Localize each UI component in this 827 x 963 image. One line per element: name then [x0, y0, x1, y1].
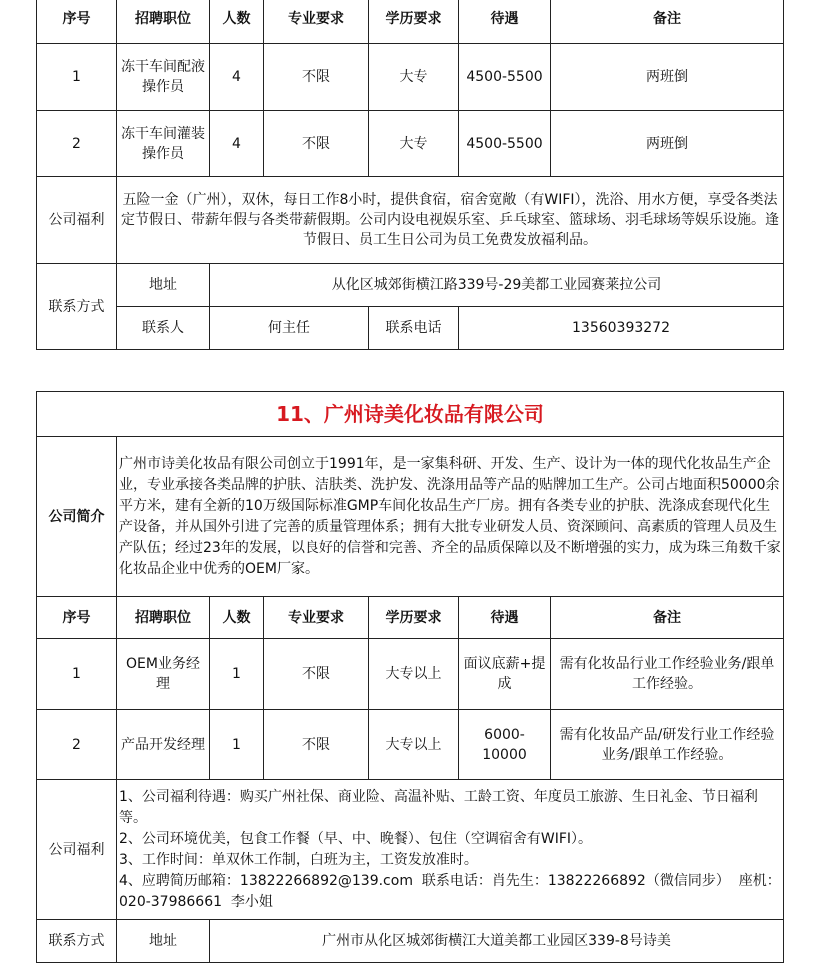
cell-no: 2 [37, 710, 117, 780]
welfare-row [37, 177, 784, 264]
cell-major: 不限 [264, 111, 369, 177]
contact-address-row [37, 264, 784, 307]
header-education: 学历要求 [369, 597, 459, 639]
cell-salary: 4500-5500 [459, 44, 551, 111]
cell-count: 4 [210, 44, 264, 111]
welfare-line: 3、工作时间：单双休工作制，白班为主，工资发放准时。 [119, 851, 478, 868]
table-row [37, 44, 784, 111]
cell-no: 2 [37, 111, 117, 177]
header-education: 学历要求 [369, 0, 459, 44]
phone-value: 13560393272 [459, 307, 784, 350]
header-count: 人数 [210, 597, 264, 639]
cell-salary: 面议底薪+提成 [459, 639, 551, 710]
person-label: 联系人 [117, 307, 210, 350]
intro-label: 公司简介 [37, 437, 117, 597]
cell-major: 不限 [264, 639, 369, 710]
welfare-line: 4、应聘简历邮箱：13822266892@139.com 联系电话：肖先生：13822266892（微信同步） 座机：020-37986661 李小姐 [119, 872, 781, 910]
welfare-label: 公司福利 [37, 780, 117, 920]
header-note: 备注 [551, 0, 784, 44]
cell-major: 不限 [264, 710, 369, 780]
header-major: 专业要求 [264, 597, 369, 639]
intro-text: 广州市诗美化妆品有限公司创立于1991年，是一家集科研、开发、生产、设计为一体的现代化妆品生产企业，专业承接各类品牌的护肤、洁肤类、洗护发、洗涤用品等产品的贴牌加工生产。公司占地面积50000余平方米，建有全新的10万级国际标准GMP车间化妆品生产厂房。拥有各类专业的护肤、洗涤成套现代化生产设备，并从国外引进了完善的质量管理体系；拥有大批专业研发人员、资深顾问、高素质的管理人员及生产队伍；经过23年的发展，以良好的信誉和完善、齐全的品质保障以及不断增强的实力，成为珠三角数千家化妆品企业中优秀的OEM厂家。 [117, 437, 784, 597]
contact-label: 联系方式 [37, 920, 117, 963]
cell-no: 1 [37, 44, 117, 111]
welfare-line: 2、公司环境优美，包食工作餐（早、中、晚餐）、包住（空调宿舍有WIFI）。 [119, 830, 593, 847]
cell-education: 大专以上 [369, 639, 459, 710]
cell-count: 1 [210, 710, 264, 780]
cell-position: 产品开发经理 [117, 710, 210, 780]
cell-count: 4 [210, 111, 264, 177]
company-intro-row [37, 437, 784, 597]
welfare-line: 1、公司福利待遇：购买广州社保、商业险、高温补贴、工龄工资、年度员工旅游、生日礼金、节日福利等。 [119, 788, 758, 826]
welfare-list [117, 780, 784, 920]
cell-note: 两班倒 [551, 44, 784, 111]
table-row [37, 710, 784, 780]
cell-no: 1 [37, 639, 117, 710]
table-header-row [37, 0, 784, 44]
address-value: 从化区城郊街横江路339号-29美都工业园赛莱拉公司 [210, 264, 784, 307]
table-row [37, 111, 784, 177]
header-salary: 待遇 [459, 597, 551, 639]
header-major: 专业要求 [264, 0, 369, 44]
company-title-row [37, 392, 784, 437]
cell-education: 大专 [369, 111, 459, 177]
header-salary: 待遇 [459, 0, 551, 44]
header-count: 人数 [210, 0, 264, 44]
job-table-2 [36, 391, 784, 963]
welfare-label: 公司福利 [37, 177, 117, 264]
welfare-text: 五险一金（广州），双休，每日工作8小时，提供食宿，宿舍宽敞（有WIFI），洗浴、用水方便，享受各类法定节假日、带薪年假与各类带薪假期。公司内设电视娱乐室、乒乓球室、篮球场、羽毛球场等娱乐设施。逢节假日、员工生日公司为员工免费发放福利品。 [117, 177, 784, 264]
cell-position: OEM业务经理 [117, 639, 210, 710]
cell-major: 不限 [264, 44, 369, 111]
contact-address-row [37, 920, 784, 963]
address-label: 地址 [117, 920, 210, 963]
header-no: 序号 [37, 597, 117, 639]
cell-salary: 6000-10000 [459, 710, 551, 780]
header-position: 招聘职位 [117, 597, 210, 639]
cell-position: 冻干车间灌装操作员 [117, 111, 210, 177]
job-table-1 [36, 0, 784, 350]
address-label: 地址 [117, 264, 210, 307]
cell-note: 需有化妆品行业工作经验业务/跟单工作经验。 [551, 639, 784, 710]
table-header-row [37, 597, 784, 639]
person-value: 何主任 [210, 307, 369, 350]
header-note: 备注 [551, 597, 784, 639]
phone-label: 联系电话 [369, 307, 459, 350]
cell-salary: 4500-5500 [459, 111, 551, 177]
header-no: 序号 [37, 0, 117, 44]
address-value: 广州市从化区城郊街横江大道美都工业园区339-8号诗美 [210, 920, 784, 963]
cell-note: 需有化妆品产品/研发行业工作经验业务/跟单工作经验。 [551, 710, 784, 780]
contact-person-row [37, 307, 784, 350]
welfare-row [37, 780, 784, 920]
header-position: 招聘职位 [117, 0, 210, 44]
table-row [37, 639, 784, 710]
cell-education: 大专以上 [369, 710, 459, 780]
cell-position: 冻干车间配液操作员 [117, 44, 210, 111]
company-title: 11、广州诗美化妆品有限公司 [37, 392, 784, 437]
contact-label: 联系方式 [37, 264, 117, 350]
cell-education: 大专 [369, 44, 459, 111]
cell-count: 1 [210, 639, 264, 710]
cell-note: 两班倒 [551, 111, 784, 177]
